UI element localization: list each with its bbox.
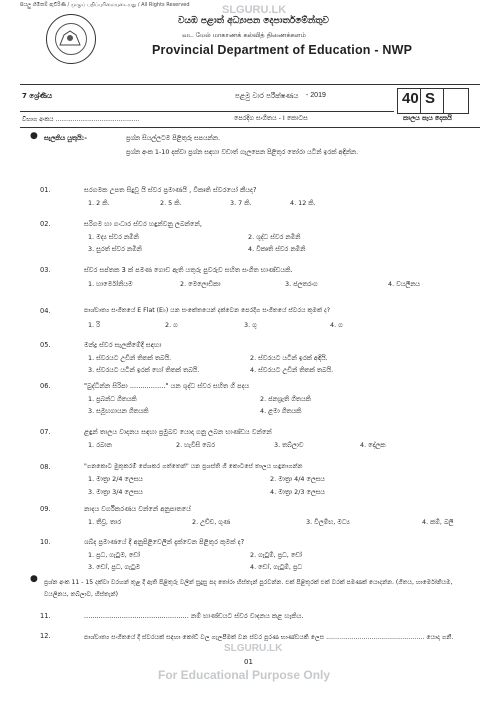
- index-number-label: විභාග අංකය ............................................: [22, 116, 140, 123]
- option[interactable]: 2. ස්වරයට යටින් ඉරක් අඳියි.: [250, 354, 328, 362]
- option[interactable]: 3. ඩෝ, ප්‍රධ, ගැටුම: [88, 563, 141, 571]
- option[interactable]: 1. හාර්මෝනියම: [88, 280, 133, 288]
- question-number: 02.: [40, 220, 51, 228]
- dept-english-title: Provincial Department of Education - NWP: [152, 43, 413, 57]
- info-bottom-divider: [20, 127, 480, 128]
- watermark-bottom: For Educational Purpose Only: [158, 668, 331, 682]
- instruction-line-1: ප්‍රශ්න සියල්ලටම පිළිතුරු සපයන්න.: [126, 134, 220, 142]
- question-number: 03.: [40, 266, 51, 274]
- question-text: නාදය වර්ගීකරණය වන්නේ අනුපාතයේ: [84, 505, 191, 513]
- exam-year: - 2019: [306, 92, 326, 99]
- option[interactable]: 1. තීව්‍ර, තාර: [88, 518, 122, 526]
- option[interactable]: 3. මාත්‍රා 3/4 ලෙසය: [88, 488, 143, 496]
- question-text: පාශ්චාත්‍ය සංගීතයේ E Flat (E♭) යන සංකේතයෙන් දක්වෙන පෙරදිග සංගීතයේ ස්වරය කුමක් ද?: [84, 307, 330, 314]
- instruction-line-2: ප්‍රශ්න අංක 1-10 දක්වා ප්‍රශ්න සඳහා වඩාත් ගැලපෙන පිළිතුර තෝරා යටින් ඉරක් අඳින්න.: [126, 148, 359, 156]
- option[interactable]: 2. හැවිසි බෙර: [176, 441, 215, 449]
- option[interactable]: 1. රි: [88, 321, 100, 329]
- watermark-mid: SLGURU.LK: [224, 643, 283, 654]
- question-number: 06.: [40, 382, 51, 390]
- option[interactable]: 1. මාත්‍රා 2/4 ලෙසය: [88, 475, 143, 483]
- term-label: පළමු වාර පරීක්ෂණය: [235, 92, 299, 100]
- option[interactable]: 4. ස්වරයට උඩින් තිතක් තබයි.: [250, 366, 334, 374]
- option[interactable]: 1. ප්‍රධ, ගැටුම, ඩෝ: [88, 551, 141, 559]
- question-number: 04.: [40, 307, 51, 315]
- dept-sinhala-title: වයඹ පළාත් අධ්‍යාපන දෙපාර්තමේන්තුව: [178, 16, 329, 26]
- page-number: 01: [244, 658, 253, 666]
- option[interactable]: 2. ගැටුම්, ප්‍රධ, ඩෝ: [250, 551, 303, 559]
- question-text: ළඳුන් තාලය වාදනය සඳහා ප්‍රමුඛව යොදා ගනු ලබන භාණ්ඩය වන්නේ: [84, 428, 272, 436]
- option[interactable]: 4. කම්, බලි: [422, 518, 454, 526]
- option[interactable]: 1. ස්වරයට උඩින් තිතක් තබයි.: [88, 354, 172, 362]
- dept-tamil-title: வட மேல் மாகாணக் கல்வித் திணைக்களம்: [182, 31, 306, 39]
- option[interactable]: 1. මද්‍ය ස්වර නමිනි: [88, 233, 139, 241]
- question-text: සරිගම හා ගංධාර ස්වර හඳුන්වනු ලබන්නේ,: [84, 220, 202, 228]
- bullet-icon: ●: [30, 574, 38, 584]
- option[interactable]: 3. ගු: [244, 321, 257, 329]
- option[interactable]: 4. දෝලක: [360, 441, 386, 449]
- rights-strip: සියලු හිමිකම් ඇවිරිණි / முழுப் பதிப்புரிமையுடையது / All Rights Reserved: [20, 2, 190, 8]
- option[interactable]: 4. 12 කි.: [290, 199, 316, 207]
- option[interactable]: 1. 2 කි.: [88, 199, 110, 207]
- header-divider: [20, 84, 480, 85]
- option[interactable]: 3. සුරත් ස්වර නමිනි: [88, 245, 142, 253]
- option[interactable]: 2. මෙලොඩිකා: [180, 280, 221, 288]
- option[interactable]: 4. විකෘති ස්වර නමිනි: [248, 245, 306, 253]
- option[interactable]: 4. ග: [330, 321, 343, 329]
- option[interactable]: 4. ඩෝ, ගැටුම්, ප්‍රධ: [250, 563, 303, 571]
- time-label: කාලය පැය දෙකයි: [403, 114, 452, 122]
- question-text: ශබ්ද ප්‍රමාණයේ දී අනුපිළිවෙලින් දැක්වෙන පිළිතුර කුමක් ද?: [84, 538, 245, 546]
- option[interactable]: 4. වයලීනය: [388, 280, 420, 288]
- option[interactable]: 4. ළමා ගීතයකි: [260, 407, 302, 415]
- year-text: 2019: [310, 92, 326, 99]
- option[interactable]: 2. ශුද්ධ ස්වර නමිනි: [248, 233, 301, 241]
- watermark-top: SLGURU.LK: [222, 4, 287, 16]
- question-number: 07.: [40, 428, 51, 436]
- option[interactable]: 4. මාත්‍රා 2/3 ලෙසය: [270, 488, 325, 496]
- question-number: 01.: [40, 186, 51, 194]
- bullet-icon: ●: [30, 131, 38, 141]
- question-text: "බුද්ධින්න සිරිපා ................." යන ශුද්ධ ස්වර සහිත ගී පදය: [84, 382, 250, 390]
- option[interactable]: 3. ජලතරංග: [285, 280, 318, 288]
- option[interactable]: 3. ස්වරයට යටින් ඉරක් හෝ තිතක් තබයි.: [88, 366, 200, 374]
- question-number: 10.: [40, 538, 51, 546]
- question-number: 05.: [40, 341, 51, 349]
- instructions-label: සැලකිය යුතුයි:-: [44, 134, 87, 142]
- subject-title: පෙරදිග සංගීතය - I කොටස: [234, 114, 308, 122]
- subject-code-suffix: S: [425, 90, 436, 107]
- question-text: සරගමක උපත සිදුවූ යි ස්වර ප්‍රමාණයි , විකෘති ස්වරයෝ කීයද?: [84, 186, 257, 194]
- question-number: 11.: [40, 612, 51, 620]
- option[interactable]: 2. ග: [165, 321, 178, 329]
- fill-question-text: පාශ්චාත්‍ය සංගීතයේ දී ස්වරයක් සඳහා කෝඩ් වල ගැලපීමක් වන ස්වර පූරණ භාණ්ඩයකි ලෙස .................................................. යොදා ගනී.: [84, 634, 454, 641]
- question-text: "ගනකොට මුතුකරම් පේශකර ගත්තෙන්" යන ප්‍රශස්ති ගී කොටසේ තාලය හඳුනාගන්න: [84, 463, 303, 470]
- question-number: 12.: [40, 632, 51, 640]
- option[interactable]: 3. සමූහගායන ගීතයකි: [88, 407, 149, 415]
- question-text: මන්ද්‍ර ස්වර සැලකීමේදී සඳහා: [84, 341, 162, 349]
- option[interactable]: 2. මාත්‍රා 4/4 ලෙසය: [270, 475, 325, 483]
- option[interactable]: 3. 7 කි.: [230, 199, 252, 207]
- option[interactable]: 3. තබ්ලාව: [274, 441, 304, 449]
- option[interactable]: 1. රබාන: [88, 441, 112, 449]
- option[interactable]: 1. ප්‍රබන්ධ ගීතයකි: [88, 395, 137, 403]
- question-number: 08.: [40, 463, 51, 471]
- subject-code: 40: [402, 90, 419, 107]
- section2-instruction: ප්‍රශ්න අංක 11 - 15 දක්වා වරහන් තුළ දී ඇති පිළිතුරු වලින් සුදුසු පද තෝරා හිස්තැන් පුරවන්න. එක් පිළිතුරක් එක් වරක් පමණක් යොදන්න. (ගීතය, හාර්මෝනියම, වයලීනය, තබ්ලාව, හිස්තැන්): [44, 579, 453, 598]
- option[interactable]: 3. විලම්භ, මධ්‍ය: [306, 518, 350, 526]
- grade-label: 7 ශ්‍රේණිය: [22, 92, 52, 100]
- option[interactable]: 2. ජනශ්‍රැති ගීතයකි: [260, 395, 311, 403]
- option[interactable]: 2. 5 කි.: [160, 199, 182, 207]
- fill-question-text: .................................................. නම් භාණ්ඩයට ස්වර වාදනය කළ හැකිය.: [84, 612, 304, 620]
- option[interactable]: 2. උච්ච, ගුණ: [192, 518, 231, 526]
- question-number: 09.: [40, 505, 51, 513]
- lion-emblem-icon: [56, 25, 84, 51]
- info-divider: [20, 111, 394, 112]
- question-text: ස්වර සප්තක 3 ක් පමණ ගොඩ ඇති යතුරු පුවරුව සහිත සංගීත භාණ්ඩයකි.: [84, 266, 293, 274]
